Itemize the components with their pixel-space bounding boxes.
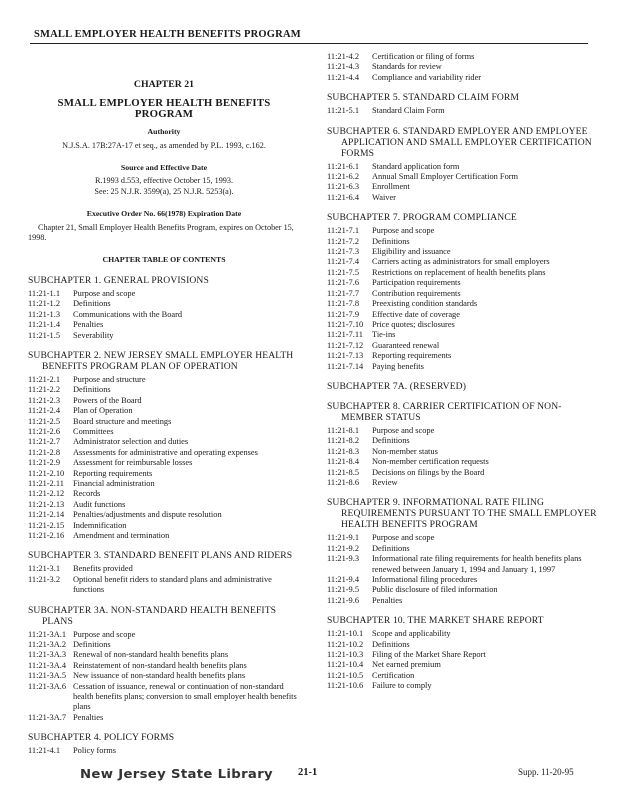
toc-entry[interactable] bbox=[327, 330, 599, 340]
section-number: 11:21-2.1 bbox=[28, 374, 61, 384]
toc-entry[interactable] bbox=[327, 73, 599, 83]
subchapter-heading: SUBCHAPTER 9. INFORMATIONAL RATE FILING REQUIREMENTS PURSUANT TO THE SMALL EMPLOYER HEALTH BENEFITS PROGRAM bbox=[327, 497, 597, 531]
section-title: Effective date of coverage bbox=[372, 309, 460, 319]
toc-entry[interactable] bbox=[28, 427, 300, 437]
section-title: Powers of the Board bbox=[73, 395, 142, 405]
section-title: Audit functions bbox=[73, 499, 126, 509]
toc-entry[interactable] bbox=[28, 469, 300, 479]
section-number: 11:21-9.6 bbox=[327, 595, 360, 605]
toc-entry[interactable] bbox=[28, 531, 300, 541]
section-title: Participation requirements bbox=[372, 278, 461, 288]
section-number: 11:21-8.6 bbox=[327, 477, 360, 487]
section-title: Filing of the Market Share Report bbox=[372, 650, 486, 660]
section-number: 11:21-7.9 bbox=[327, 309, 360, 319]
section-number: 11:21-2.6 bbox=[28, 426, 61, 436]
toc-entry[interactable] bbox=[28, 713, 300, 723]
section-title: Contribution requirements bbox=[372, 288, 461, 298]
section-title: Preexisting condition standards bbox=[372, 299, 478, 309]
section-number: 11:21-2.4 bbox=[28, 406, 61, 416]
right-top-entries bbox=[327, 52, 599, 83]
section-number: 11:21-4.3 bbox=[327, 62, 360, 72]
toc-entry[interactable] bbox=[28, 458, 300, 468]
toc-entry[interactable] bbox=[28, 310, 300, 320]
section-title: Penalties bbox=[73, 320, 104, 330]
toc-entry[interactable] bbox=[327, 247, 599, 257]
section-number: 11:21-7.7 bbox=[327, 288, 360, 298]
section-number: 11:21-2.15 bbox=[28, 520, 65, 530]
toc-entry[interactable] bbox=[28, 396, 300, 406]
section-number: 11:21-3A.1 bbox=[28, 629, 67, 639]
section-title: Amendment and termination bbox=[73, 531, 170, 540]
toc-entry[interactable] bbox=[327, 671, 599, 681]
left-toc bbox=[28, 275, 300, 757]
section-number: 11:21-9.4 bbox=[327, 575, 360, 584]
chapter-number: CHAPTER 21 bbox=[133, 79, 195, 90]
section-number: 11:21-7.10 bbox=[327, 319, 364, 329]
section-title: Purpose and scope bbox=[372, 533, 435, 543]
section-number: 11:21-10.1 bbox=[327, 629, 364, 639]
section-title: Review bbox=[372, 477, 398, 487]
source-line-2: See: 25 N.J.R. 3599(a), 25 N.J.R. 5253(a). bbox=[94, 186, 234, 196]
toc-entry[interactable] bbox=[327, 278, 599, 288]
section-title: Price quotes; disclosures bbox=[372, 319, 455, 329]
section-number: 11:21-2.10 bbox=[28, 468, 65, 478]
section-number: 11:21-1.5 bbox=[28, 330, 61, 340]
section-number: 11:21-3A.2 bbox=[28, 640, 67, 650]
section-title: Tie-ins bbox=[372, 330, 396, 340]
section-number: 11:21-6.3 bbox=[327, 182, 360, 192]
section-title: Plan of Operation bbox=[73, 406, 133, 416]
section-number: 11:21-8.2 bbox=[327, 436, 360, 446]
toc-entry[interactable] bbox=[28, 564, 300, 574]
section-number: 11:21-3.2 bbox=[28, 574, 61, 584]
header-rule bbox=[30, 43, 588, 44]
section-number: 11:21-2.16 bbox=[28, 531, 65, 540]
section-title: Definitions bbox=[372, 236, 410, 246]
supplement-date: Supp. 11-20-95 bbox=[518, 767, 574, 777]
section-title: Definitions bbox=[73, 385, 111, 395]
section-title: Enrollment bbox=[372, 182, 410, 192]
section-number: 11:21-7.11 bbox=[327, 330, 363, 340]
section-number: 11:21-3A.5 bbox=[28, 671, 67, 681]
toc-entry[interactable] bbox=[327, 106, 599, 116]
section-title: Informational rate filing requirements for health benefits plans renewed between January 1, 1994 and January 1, 1997 bbox=[372, 554, 582, 574]
section-title: Penalties/adjustments and dispute resolution bbox=[73, 510, 222, 520]
toc-entry[interactable] bbox=[327, 351, 599, 361]
toc-entry[interactable] bbox=[327, 544, 599, 554]
toc-entry[interactable] bbox=[327, 554, 599, 575]
section-number: 11:21-2.5 bbox=[28, 416, 61, 426]
toc-entry[interactable] bbox=[327, 193, 599, 203]
section-title: Records bbox=[73, 489, 101, 499]
source-heading: Source and Effective Date bbox=[120, 163, 208, 173]
section-title: Scope and applicability bbox=[372, 629, 451, 639]
toc-entry[interactable] bbox=[28, 640, 300, 650]
section-number: 11:21-2.2 bbox=[28, 385, 61, 395]
section-number: 11:21-6.1 bbox=[327, 161, 360, 171]
toc-entry[interactable] bbox=[28, 385, 300, 395]
toc-entry[interactable] bbox=[327, 268, 599, 278]
section-number: 11:21-6.4 bbox=[327, 192, 360, 202]
section-number: 11:21-7.12 bbox=[327, 340, 364, 350]
toc-entry[interactable] bbox=[28, 521, 300, 531]
section-number: 11:21-7.5 bbox=[327, 267, 360, 277]
subchapter-heading: SUBCHAPTER 10. THE MARKET SHARE REPORT bbox=[327, 615, 544, 627]
toc-entry[interactable] bbox=[28, 500, 300, 510]
section-title: New issuance of non-standard health benefits plans bbox=[73, 671, 246, 681]
section-number: 11:21-4.1 bbox=[28, 746, 61, 756]
section-title: Purpose and scope bbox=[73, 629, 136, 639]
toc-entry[interactable] bbox=[327, 468, 599, 478]
toc-heading: CHAPTER TABLE OF CONTENTS bbox=[102, 255, 226, 265]
section-number: 11:21-7.8 bbox=[327, 299, 360, 309]
section-number: 11:21-1.1 bbox=[28, 288, 61, 298]
toc-entry[interactable] bbox=[327, 182, 599, 192]
section-number: 11:21-8.1 bbox=[327, 425, 360, 435]
section-number: 11:21-10.4 bbox=[327, 660, 364, 670]
toc-entry[interactable] bbox=[327, 447, 599, 457]
section-title: Compliance and variability rider bbox=[372, 72, 482, 82]
page-number: 21-1 bbox=[298, 767, 318, 778]
section-title: Renewal of non-standard health benefits plans bbox=[73, 650, 229, 660]
section-title: Severability bbox=[73, 330, 114, 340]
toc-entry[interactable] bbox=[28, 375, 300, 385]
section-title: Failure to comply bbox=[372, 681, 432, 691]
authority-text: N.J.S.A. 17B:27A-17 et seq., as amended by P.L. 1993, c.162. bbox=[62, 140, 266, 150]
section-title: Decisions on filings by the Board bbox=[372, 467, 485, 477]
subchapter-heading: SUBCHAPTER 6. STANDARD EMPLOYER AND EMPLOYEE APPLICATION AND SMALL EMPLOYER CERTIFICATION FORMS bbox=[327, 125, 592, 159]
section-number: 11:21-7.14 bbox=[327, 361, 364, 371]
section-title: Reporting requirements bbox=[372, 351, 452, 361]
toc-entry[interactable] bbox=[327, 172, 599, 182]
section-number: 11:21-8.3 bbox=[327, 446, 360, 456]
toc-entry[interactable] bbox=[327, 362, 599, 372]
toc-entry[interactable] bbox=[327, 575, 599, 585]
section-title: Eligibility and issuance bbox=[372, 247, 451, 257]
section-number: 11:21-3A.6 bbox=[28, 681, 67, 691]
section-title: Purpose and scope bbox=[73, 288, 136, 298]
section-title: Purpose and scope bbox=[372, 226, 435, 236]
toc-entry[interactable] bbox=[327, 289, 599, 299]
toc-entry[interactable] bbox=[28, 682, 300, 713]
section-title: Assessment for reimbursable losses bbox=[73, 458, 193, 468]
section-title: Paying benefits bbox=[372, 361, 424, 371]
toc-entry[interactable] bbox=[28, 489, 300, 499]
section-title: Committees bbox=[73, 426, 114, 436]
toc-entry[interactable] bbox=[28, 630, 300, 640]
running-head: SMALL EMPLOYER HEALTH BENEFITS PROGRAM bbox=[34, 29, 301, 40]
section-title: Benefits provided bbox=[73, 564, 133, 574]
section-number: 11:21-9.3 bbox=[327, 554, 360, 564]
section-title: Waiver bbox=[372, 192, 396, 202]
subchapter-heading: SUBCHAPTER 5. STANDARD CLAIM FORM bbox=[327, 92, 520, 104]
section-title: Non-member certification requests bbox=[372, 457, 489, 467]
toc-entry[interactable] bbox=[327, 226, 599, 236]
section-number: 11:21-3A.4 bbox=[28, 660, 67, 670]
toc-entry[interactable] bbox=[28, 650, 300, 660]
section-title: Financial administration bbox=[73, 478, 155, 488]
right-column bbox=[327, 52, 599, 692]
toc-entry[interactable] bbox=[28, 320, 300, 330]
section-number: 11:21-2.14 bbox=[28, 510, 65, 520]
toc-entry[interactable] bbox=[327, 257, 599, 267]
toc-entry[interactable] bbox=[327, 237, 599, 247]
section-number: 11:21-9.2 bbox=[327, 543, 360, 553]
section-number: 11:21-10.3 bbox=[327, 650, 364, 660]
section-number: 11:21-9.1 bbox=[327, 533, 360, 543]
toc-entry[interactable] bbox=[327, 341, 599, 351]
source-line-1: R.1993 d.553, effective October 15, 1993. bbox=[94, 176, 234, 186]
section-title: Non-member status bbox=[372, 446, 438, 456]
section-title: Policy forms bbox=[73, 746, 117, 756]
section-title: Purpose and scope bbox=[372, 425, 435, 435]
subchapter-heading: SUBCHAPTER 7. PROGRAM COMPLIANCE bbox=[327, 212, 517, 224]
section-title: Definitions bbox=[372, 543, 410, 553]
toc-entry[interactable] bbox=[327, 299, 599, 309]
section-number: 11:21-2.11 bbox=[28, 478, 64, 488]
toc-entry[interactable] bbox=[327, 660, 599, 670]
toc-entry[interactable] bbox=[28, 510, 300, 520]
subchapter-heading: SUBCHAPTER 4. POLICY FORMS bbox=[28, 732, 175, 744]
toc-entry[interactable] bbox=[28, 661, 300, 671]
section-title: Net earned premium bbox=[372, 660, 441, 670]
section-title: Cessation of issuance, renewal or continuation of non-standard health benefits plans; conversion to small employer health benefits plans bbox=[73, 681, 297, 712]
section-number: 11:21-6.2 bbox=[327, 172, 360, 182]
section-title: Certification or filing of forms bbox=[372, 52, 475, 61]
section-number: 11:21-7.4 bbox=[327, 257, 360, 267]
subchapter-heading: SUBCHAPTER 8. CARRIER CERTIFICATION OF NON-MEMBER STATUS bbox=[327, 400, 562, 423]
toc-entry[interactable] bbox=[327, 629, 599, 639]
toc-entry[interactable] bbox=[327, 62, 599, 72]
section-title: Purpose and structure bbox=[73, 374, 146, 384]
subchapter-heading: SUBCHAPTER 3A. NON-STANDARD HEALTH BENEFITS PLANS bbox=[28, 604, 277, 627]
toc-entry[interactable] bbox=[327, 426, 599, 436]
toc-entry[interactable] bbox=[327, 52, 599, 62]
toc-entry[interactable] bbox=[327, 478, 599, 488]
toc-entry[interactable] bbox=[28, 671, 300, 681]
section-title: Restrictions on replacement of health benefits plans bbox=[372, 267, 546, 277]
section-number: 11:21-7.1 bbox=[327, 226, 360, 236]
toc-entry[interactable] bbox=[28, 448, 300, 458]
section-number: 11:21-2.13 bbox=[28, 499, 65, 509]
toc-entry[interactable] bbox=[327, 310, 599, 320]
authority-heading: Authority bbox=[147, 127, 181, 137]
section-title: Definitions bbox=[73, 299, 111, 309]
section-number: 11:21-2.7 bbox=[28, 437, 61, 447]
section-title: Penalties bbox=[73, 712, 104, 722]
section-number: 11:21-7.6 bbox=[327, 278, 360, 288]
section-title: Standard Claim Form bbox=[372, 106, 445, 116]
section-title: Assessments for administrative and operating expenses bbox=[73, 447, 258, 457]
section-number: 11:21-2.9 bbox=[28, 458, 61, 468]
section-title: Certification bbox=[372, 670, 415, 680]
section-title: Reinstatement of non-standard health benefits plans bbox=[73, 660, 247, 670]
section-number: 11:21-10.5 bbox=[327, 670, 364, 680]
section-number: 11:21-3A.3 bbox=[28, 650, 67, 660]
toc-entry[interactable] bbox=[28, 417, 300, 427]
toc-entry[interactable] bbox=[327, 162, 599, 172]
section-title: Penalties bbox=[372, 595, 403, 605]
section-number: 11:21-7.3 bbox=[327, 247, 360, 257]
section-number: 11:21-4.2 bbox=[327, 52, 360, 61]
library-stamp: New Jersey State Library bbox=[80, 766, 274, 781]
section-number: 11:21-9.5 bbox=[327, 585, 360, 595]
section-title: Carriers acting as administrators for small employers bbox=[372, 257, 550, 267]
toc-entry[interactable] bbox=[327, 533, 599, 543]
section-title: Administrator selection and duties bbox=[73, 437, 189, 447]
section-number: 11:21-7.2 bbox=[327, 236, 360, 246]
section-title: Definitions bbox=[372, 639, 410, 649]
section-number: 11:21-2.8 bbox=[28, 447, 61, 457]
section-number: 11:21-10.2 bbox=[327, 639, 364, 649]
toc-entry[interactable] bbox=[327, 457, 599, 467]
right-toc bbox=[327, 92, 599, 691]
toc-entry[interactable] bbox=[327, 640, 599, 650]
section-title: Public disclosure of filed information bbox=[372, 585, 498, 595]
section-title: Reporting requirements bbox=[73, 468, 153, 478]
toc-entry[interactable] bbox=[28, 479, 300, 489]
toc-entry[interactable] bbox=[28, 299, 300, 309]
toc-entry[interactable] bbox=[28, 575, 300, 596]
toc-entry[interactable] bbox=[327, 585, 599, 595]
section-number: 11:21-5.1 bbox=[327, 106, 360, 116]
section-title: Guaranteed renewal bbox=[372, 340, 440, 350]
section-number: 11:21-1.3 bbox=[28, 309, 61, 319]
section-title: Definitions bbox=[73, 640, 111, 650]
section-number: 11:21-8.4 bbox=[327, 457, 360, 467]
section-number: 11:21-2.3 bbox=[28, 395, 61, 405]
section-number: 11:21-3.1 bbox=[28, 564, 61, 574]
left-column bbox=[28, 52, 300, 757]
toc-entry[interactable] bbox=[327, 650, 599, 660]
section-title: Optional benefit riders to standard plans and administrative functions bbox=[73, 574, 272, 595]
section-number: 11:21-1.4 bbox=[28, 320, 61, 330]
section-title: Standard application form bbox=[372, 161, 460, 171]
toc-entry[interactable] bbox=[28, 331, 300, 341]
chapter-title: SMALL EMPLOYER HEALTH BENEFITS PROGRAM bbox=[57, 97, 271, 120]
executive-order-text: Chapter 21, Small Employer Health Benefits Program, expires on October 15, 1998. bbox=[28, 222, 294, 243]
section-title: Definitions bbox=[372, 436, 410, 446]
section-title: Annual Small Employer Certification Form bbox=[372, 172, 519, 182]
toc-entry[interactable] bbox=[28, 437, 300, 447]
subchapter-heading: SUBCHAPTER 7A. (RESERVED) bbox=[327, 380, 466, 392]
subchapter-heading: SUBCHAPTER 2. NEW JERSEY SMALL EMPLOYER HEALTH BENEFITS PROGRAM PLAN OF OPERATION bbox=[28, 349, 294, 372]
subchapter-heading: SUBCHAPTER 1. GENERAL PROVISIONS bbox=[28, 274, 209, 286]
toc-entry[interactable] bbox=[28, 406, 300, 416]
section-title: Board structure and meetings bbox=[73, 416, 172, 426]
section-number: 11:21-8.5 bbox=[327, 467, 360, 477]
toc-entry[interactable] bbox=[327, 596, 599, 606]
section-title: Communications with the Board bbox=[73, 309, 183, 319]
executive-order-heading: Executive Order No. 66(1978) Expiration Date bbox=[86, 209, 242, 219]
toc-entry[interactable] bbox=[327, 320, 599, 330]
toc-entry[interactable] bbox=[28, 289, 300, 299]
section-number: 11:21-1.2 bbox=[28, 299, 61, 309]
section-number: 11:21-7.13 bbox=[327, 351, 364, 361]
section-title: Standards for review bbox=[372, 62, 442, 72]
subchapter-heading: SUBCHAPTER 3. STANDARD BENEFIT PLANS AND RIDERS bbox=[28, 550, 293, 562]
section-number: 11:21-4.4 bbox=[327, 72, 360, 82]
toc-entry[interactable] bbox=[28, 746, 300, 756]
section-title: Informational filing procedures bbox=[372, 575, 478, 584]
section-number: 11:21-10.6 bbox=[327, 681, 364, 691]
toc-entry[interactable] bbox=[327, 681, 599, 691]
section-number: 11:21-3A.7 bbox=[28, 712, 67, 722]
toc-entry[interactable] bbox=[327, 436, 599, 446]
section-number: 11:21-2.12 bbox=[28, 489, 65, 499]
section-title: Indemnification bbox=[73, 520, 127, 530]
